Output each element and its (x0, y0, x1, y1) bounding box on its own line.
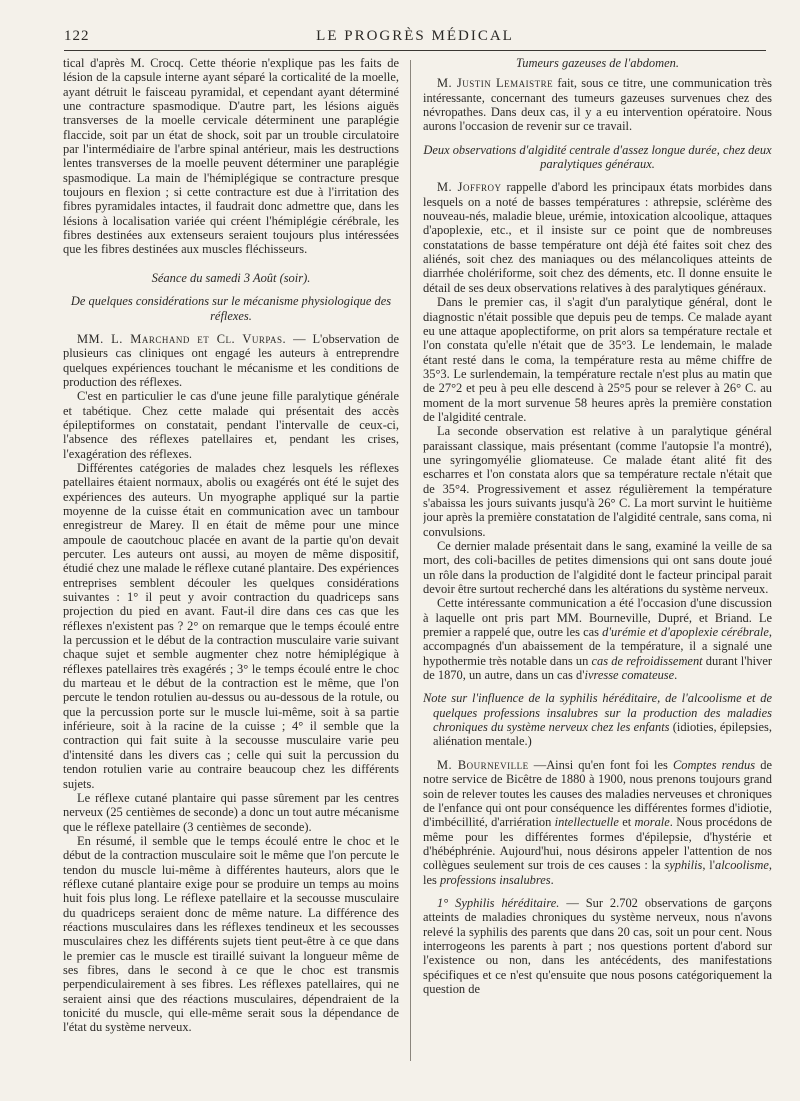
left-column (63, 56, 399, 1075)
paragraph-lemaistre (423, 76, 772, 133)
text-run: Cette intéressante communication a été l'occasion d'une discussion à laquelle ont pris part MM. Bourneville, Dupré, et Briand. Le premier a rappelé que, outre les cas (423, 596, 772, 640)
section-heading-reflexes: De quelques considérations sur le mécanisme physiologique des réflexes. (70, 294, 392, 323)
paragraph-continuation: tical d'après M. Crocq. Cette théorie n'explique pas les faits de lésion de la capsule interne ayant séparé la corticalité de la moelle, ayant détruit le faisceau pyramidal, et cependant ayant déterminé une contracture spasmodique. D'autre part, les lésions aiguës transverses de la moelle cervicale déterminent une paraplégie flaccide, soit par un état de shock, soit par un trouble circulatoire par l'intermédiaire de l'arbre spinal antérieur, mais les destructions lentes transverses de la moelle peuvent déterminer une paraplégie spasmodique. La main de l'hémiplégique se contracture presque toujours en flexion ; si cette contracture est due à l'irritation des fibres pyramidales intactes, il faudrait donc admettre que, dans les lésions à localisation variée qui créent l'hémiplégie cérébrale, les fibres destinées aux extenseurs seraient toujours plus intéressées que les fibres destinées aux muscles fléchisseurs. (63, 56, 399, 257)
paragraph: Dans le premier cas, il s'agit d'un paralytique général, dont le diagnostic n'était possible que depuis peu de temps. Ce malade ayant eu une attaque apoplectiforme, on prit alors sa température rectale et l'on constata qu'elle n'était que de 35°3. Le lendemain, le malade étant resté dans le coma, la température resta au même chiffre de 35°3. Le surlendemain, la température rectale n'est plus au matin que de 27°2 et peu à peu elle descend à 25°5 pour se relever à 26° C. au moment de la mort survenue 58 heures après la première constation de l'algidité centrale. (423, 295, 772, 424)
author-name: M. Joffroy (437, 180, 502, 195)
paragraph-syphilis (423, 896, 772, 996)
paragraph: La seconde observation est relative à un paralytique général paraissant classique, mais présentant (comme l'autopsie l'a montré), une syringomyélie gliomateuse. Ce malade étant alité fit des escharres et l'on constata alors que sa température rectale n'était que de 35°4. Progressivement et assez régulièrement la température s'abaissa les jours suivants jusqu'à 26° C. La mort survint le huitième jour après la première constatation de l'algidité centrale, sans coma, ni convulsions. (423, 424, 772, 539)
text-run: . Nous procédons de même pour les différentes formes d'épilepsie, d'hystérie et d'hébéphrénie. Aujourd'hui, nous désirons appeler l'attention de nos collègues seulement sur trois de ces causes : la (423, 815, 772, 873)
section-heading-tumeurs: Tumeurs gazeuses de l'abdomen. (516, 56, 679, 70)
journal-title: LE PROGRÈS MÉDICAL (316, 28, 514, 44)
text-run-italic: professions insalubres (439, 872, 551, 887)
page-number: 122 (64, 28, 90, 44)
paragraph-text: — L'observation de plusieurs cas cliniques ont engagé les auteurs à entreprendre quelques expériences touchant le mécanisme et les conditions de production des réflexes. (63, 331, 399, 389)
note-subtitle: (idioties, épilepsies, aliénation mentale.) (433, 720, 772, 749)
note-title: Note sur l'influence de la syphilis héréditaire, de l'alcoolisme et de quelques professions insalubres sur la production des maladies chroniques du système nerveux chez les enfants (423, 691, 772, 735)
paragraph: Le réflexe cutané plantaire qui passe sûrement par les centres nerveux (25 centièmes de seconde) a donc un tout autre mécanisme que le réflexe patellaire (3 centièmes de seconde). (63, 790, 399, 834)
section-heading-syphilis-note (423, 691, 772, 748)
paragraph: En résumé, il semble que le temps écoulé entre le choc et le début de la contraction musculaire soit le même que l'on percute le tendon du muscle lui-même à différentes hauteurs, alors que le réflexe cutané plantaire exige pour se produire un temps au moins huit fois plus long. Le réflexe patellaire et la secousse musculaire du quadriceps seraient donc de même nature. La différence des réactions musculaires dans les réflexes tendineux et les secousses musculaires chez les différents sujets tient peut-être à ce que dans le premier cas le muscle est tiraillé suivant la longueur même de ses fibres, dans le second à ce que le choc est transmis perpendiculairement à ses fibres. Les réflexes patellaires, qui ne seraient ainsi que des réactions musculaires, dépendraient de la tonicité du muscle, qui elle-même serait sous la dépendance de l'état du système nerveux. (63, 833, 399, 1035)
text-run-italic: Comptes rendus (673, 757, 756, 772)
session-heading: Séance du samedi 3 Août (soir). (151, 270, 311, 285)
paragraph-joffroy (423, 180, 772, 295)
section-heading-algidite: Deux observations d'algidité centrale d'assez longue durée, chez deux paralytiques généraux. (423, 142, 772, 172)
text-run: , les (423, 858, 772, 887)
column-divider (410, 60, 411, 1061)
author-names: MM. L. Marchand et Cl. Vurpas. (77, 331, 287, 346)
paragraph: Ce dernier malade présentait dans le sang, examiné la veille de sa mort, des coli-bacilles de petites dimensions qui ont sans doute joué un rôle dans la production de l'algidité dont le facteur principal parait devoir être surtout recherché dans les altérations du système nerveux. (423, 539, 772, 597)
paragraph-authors (63, 332, 399, 389)
text-run: , accompagnés d'un abaissement de la température, il a signalé une hypothermie très notable dans un (423, 625, 772, 668)
paragraph-discussion (423, 596, 772, 682)
text-run-italic: cas de refroidissement (591, 653, 703, 668)
paragraph-text: rappelle d'abord les principaux états morbides dans lesquels on a noté de basses températures : athrepsie, sclérème des nouveau-nés, maladie bleue, urémie, intoxication alcoolique, attaques d'apoplexie, etc., et il insiste sur ce point que de nombreuses constatations de basse température ont déjà été faites soit chez des aliénés, soit chez des maniaques ou des mélancoliques atteints de diarrhée cholériforme, soit chez des déments, etc. Il donne ensuite le détail de ses deux observations relatives à des paralytiques généraux. (423, 180, 772, 295)
text-run: . (674, 668, 678, 683)
text-run-italic: morale (634, 815, 670, 830)
paragraph-bourneville (423, 758, 772, 887)
text-run: —Ainsi qu'en font foi les (528, 757, 673, 772)
text-run: , l' (702, 858, 715, 873)
author-name: M. Bourneville (437, 757, 529, 772)
header-rule (64, 50, 766, 51)
text-run: . (550, 872, 554, 887)
right-column (423, 56, 772, 1075)
paragraph: Différentes catégories de malades chez lesquels les réflexes patellaires étaient normaux, abolis ou exagérés ont été le sujet des expériences des auteurs. Un myographe appliqué sur la partie moyenne de la cuisse était en communication avec un tambour enregistreur de Marey. Il en était de même pour une mince ampoule de caoutchouc placée en avant de la partie qu'on devait percuter. Les auteurs ont aussi, au moyen de même dispositif, étudié chez une malade le réflexe cutané plantaire. Des expériences entreprises semblent découler les quelques considérations suivantes : 1° il peut y avoir contraction du quadriceps sans projection du pied en avant. Faut-il dire dans ces cas que les réflexes n'existent pas ? 2° on remarque que le temps écoulé entre la percussion et le début de la contraction musculaire varie suivant chaque sujet et semble augmenter chez notre hémiplégique à réflexes patellaires très exagérés ; 3° le temps écoulé entre le choc du marteau et le début de la contraction est le même, que l'on percute le tendon rotulien au-dessus ou au-dessous de la rotule, ou que la percussion porte sur le muscle lui-même, soit à sa partie inférieure, soit à la racine de la cuisse ; 4° il semble que la contraction qui fait suite à la secousse musculaire varie peu d'intensité dans les divers cas ; celle qui suit la percussion du tendon rotulien varie au contraire beaucoup chez les différents sujets. (63, 460, 399, 791)
running-head (64, 28, 766, 50)
author-name: M. Justin Lemaistre (437, 76, 554, 91)
paragraph-text: — Sur 2.702 observations de garçons atteints de maladies chroniques du système nerveux, nous n'avons relevé la syphilis des parents que dans 20 cas, soit un pour cent. Nous interrogeons les parents à part ; nos questions portent d'abord sur l'existence ou non, dans les antécédents, des manifestations spécifiques et ce n'est qu'ensuite que nous posons catégoriquement la question de (423, 895, 772, 996)
text-run-italic: ivresse comateuse (584, 668, 675, 683)
text-run: durant l'hiver de 1870, un autre, dans un cas d' (423, 653, 772, 683)
text-run: et (618, 815, 635, 830)
text-run: de notre service de Bicêtre de 1880 à 1900, nous prenons toujours grand soin de relever toutes les causes des maladies nerveuses et chroniques de l'enfance qui ont pour conséquence les différentes formes d'idiotie, d'imbécillité, d'arriération (423, 757, 772, 830)
text-run-italic: d'urémie et d'apoplexie cérébrale (602, 625, 769, 640)
subsection-label: 1° Syphilis héréditaire. (437, 895, 560, 910)
text-run-italic: alcoolisme (715, 858, 769, 873)
text-run-italic: intellectuelle (554, 815, 619, 830)
paragraph: C'est en particulier le cas d'une jeune fille paralytique générale et tabétique. Chez cette malade qui présentait des accès épileptiformes on constatait, pendant l'intervalle de ceux-ci, l'absence des réflexes patellaires et, pendant les crises, l'exagération des réflexes. (63, 389, 399, 461)
text-run-italic: syphilis (664, 858, 703, 873)
paragraph-text: fait, sous ce titre, une communication très intéressante, concernant des tumeurs gazeuses survenues chez des névropathes. Dans deux cas, il y a eu intervention opératoire. Nous aurons l'occasion de revenir sur ce travail. (423, 76, 772, 134)
